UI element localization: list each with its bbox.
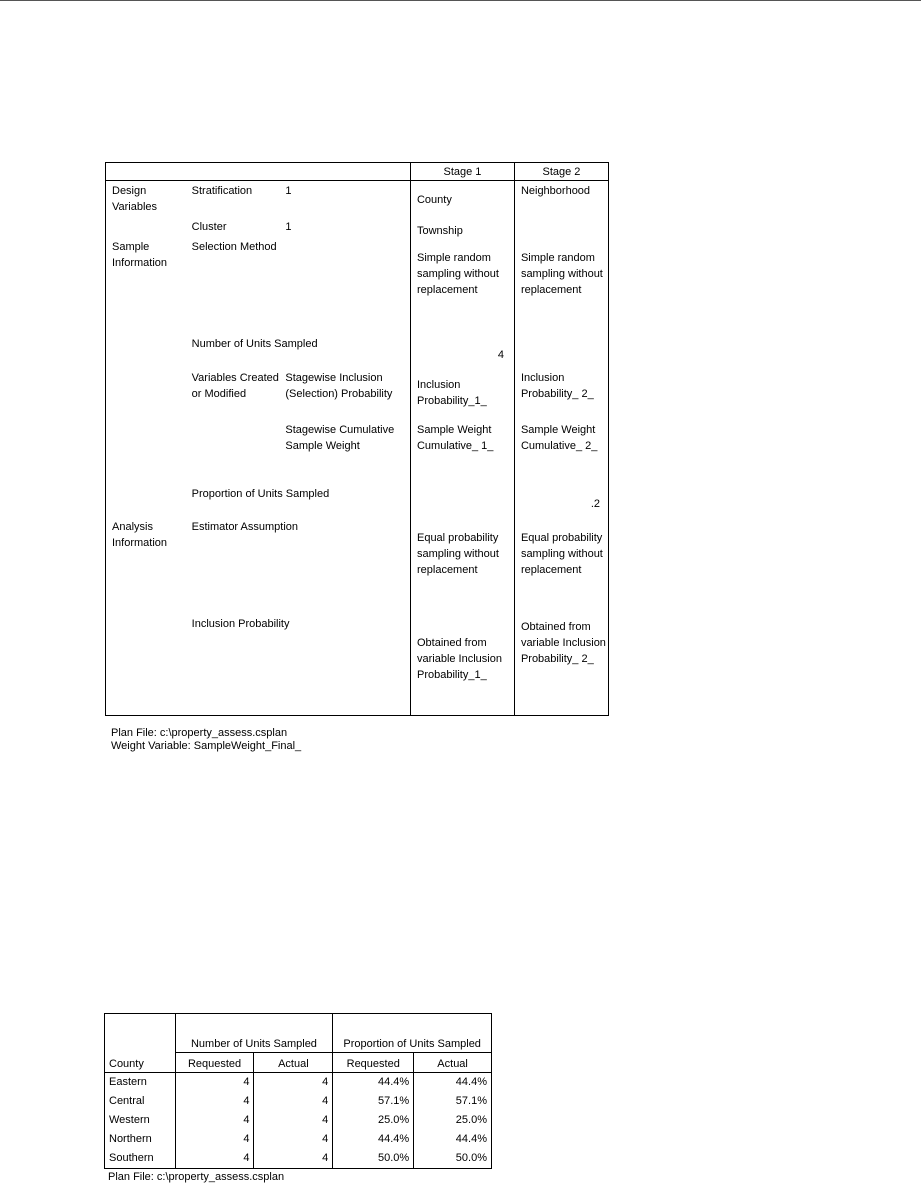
table-row [106, 336, 609, 370]
stage1-header: Stage 1 [410, 163, 514, 181]
county-cell: Central [109, 1094, 145, 1107]
requested-cell: 4 [175, 1072, 254, 1092]
stagewise-inclusion-label: Stagewise Inclusion (Selection) Probability [285, 372, 393, 400]
inclusion-probability-stage2: Obtained from variable Inclusion Probability_ 2_ [514, 616, 608, 716]
stratification-label: Stratification [191, 185, 253, 197]
table-row [106, 486, 609, 519]
table-row [105, 1072, 492, 1092]
stratification-stage2: Neighborhood [514, 181, 608, 220]
units-sampled-stage1: 4 [410, 336, 514, 370]
table-row [105, 1092, 492, 1111]
table-row [106, 239, 609, 336]
table-row [106, 370, 609, 422]
proportion-actual-cell: 44.4% [414, 1072, 492, 1092]
top-divider [0, 0, 921, 1]
sample-information-label: Sample Information [112, 241, 168, 269]
proportion-sampled-stage1 [410, 486, 514, 519]
units-sampled-stage2 [514, 336, 608, 370]
cumulative-weight-label: Stagewise Cumulative Sample Weight [285, 424, 395, 452]
proportion-requested-cell: 57.1% [333, 1092, 414, 1111]
county-cell: Northern [109, 1132, 152, 1145]
county-header: County [109, 1057, 144, 1070]
selection-method-stage2: Simple random sampling without replacement [514, 239, 608, 336]
table-row [106, 181, 609, 220]
proportion-sampled-stage2: .2 [514, 486, 608, 519]
table-row [106, 519, 609, 616]
actual-cell: 4 [254, 1092, 333, 1111]
table-row [105, 1130, 492, 1149]
cluster-stage2 [514, 219, 608, 239]
proportion-actual-cell: 50.0% [414, 1149, 492, 1169]
units-sampled-label: Number of Units Sampled [191, 338, 318, 350]
table-row [105, 1111, 492, 1130]
selection-method-stage1: Simple random sampling without replacement [410, 239, 514, 336]
stratification-stage1: County [410, 181, 514, 220]
plan-file-note: Plan File: c:\property_assess.csplan [111, 727, 288, 739]
proportion-actual-header: Actual [414, 1052, 492, 1072]
cluster-label: Cluster [191, 221, 227, 233]
proportion-actual-cell: 57.1% [414, 1092, 492, 1111]
weight-stage1: Sample Weight Cumulative_ 1_ [410, 422, 514, 486]
units-sampled-header: Number of Units Sampled [175, 1014, 333, 1053]
design-variables-label: Design Variables [112, 185, 158, 213]
analysis-information-label: Analysis Information [112, 521, 168, 549]
county-cell: Eastern [105, 1072, 176, 1092]
estimator-label: Estimator Assumption [191, 521, 299, 533]
actual-cell: 4 [254, 1130, 333, 1149]
header-row [106, 163, 609, 181]
actual-cell: 4 [254, 1072, 333, 1092]
proportion-header: Proportion of Units Sampled [333, 1014, 492, 1053]
variables-created-label: Variables Created or Modified [191, 372, 279, 400]
cluster-stage1: Township [410, 219, 514, 239]
actual-cell: 4 [254, 1149, 333, 1169]
proportion-actual-cell: 25.0% [414, 1111, 492, 1130]
inclusion-stage1: Inclusion Probability_1_ [410, 370, 514, 422]
county-cell: Southern [109, 1151, 154, 1164]
estimator-stage1: Equal probability sampling without replacement [410, 519, 514, 616]
table-row [106, 219, 609, 239]
proportion-requested-header: Requested [333, 1052, 414, 1072]
inclusion-probability-stage1: Obtained from variable Inclusion Probability_1_ [410, 616, 514, 716]
proportion-requested-cell: 44.4% [333, 1130, 414, 1149]
county-cell: Western [109, 1113, 150, 1126]
inclusion-probability-label: Inclusion Probability [191, 618, 290, 630]
stratification-count: 1 [285, 185, 292, 197]
table-row [106, 616, 609, 716]
actual-cell: 4 [254, 1111, 333, 1130]
proportion-sampled-label: Proportion of Units Sampled [191, 488, 330, 500]
proportion-requested-cell: 44.4% [333, 1072, 414, 1092]
requested-cell: 4 [175, 1111, 254, 1130]
table-row [106, 422, 609, 486]
weight-variable-note: Weight Variable: SampleWeight_Final_ [111, 740, 302, 752]
requested-cell: 4 [175, 1149, 254, 1169]
plan-file-note-2: Plan File: c:\property_assess.csplan [108, 1171, 285, 1183]
proportion-actual-cell: 44.4% [414, 1130, 492, 1149]
selection-method-label: Selection Method [191, 241, 277, 253]
sampling-design-table [105, 162, 609, 716]
requested-header: Requested [175, 1052, 254, 1072]
subheader-row [105, 1052, 492, 1072]
units-sampled-table [104, 1013, 492, 1169]
inclusion-stage2: Inclusion Probability_ 2_ [514, 370, 608, 422]
proportion-requested-cell: 50.0% [333, 1149, 414, 1169]
weight-stage2: Sample Weight Cumulative_ 2_ [514, 422, 608, 486]
requested-cell: 4 [175, 1130, 254, 1149]
requested-cell: 4 [175, 1092, 254, 1111]
estimator-stage2: Equal probability sampling without replacement [514, 519, 608, 616]
proportion-requested-cell: 25.0% [333, 1111, 414, 1130]
stage2-header: Stage 2 [514, 163, 608, 181]
cluster-count: 1 [285, 221, 292, 233]
actual-header: Actual [254, 1052, 333, 1072]
table-row [105, 1149, 492, 1169]
